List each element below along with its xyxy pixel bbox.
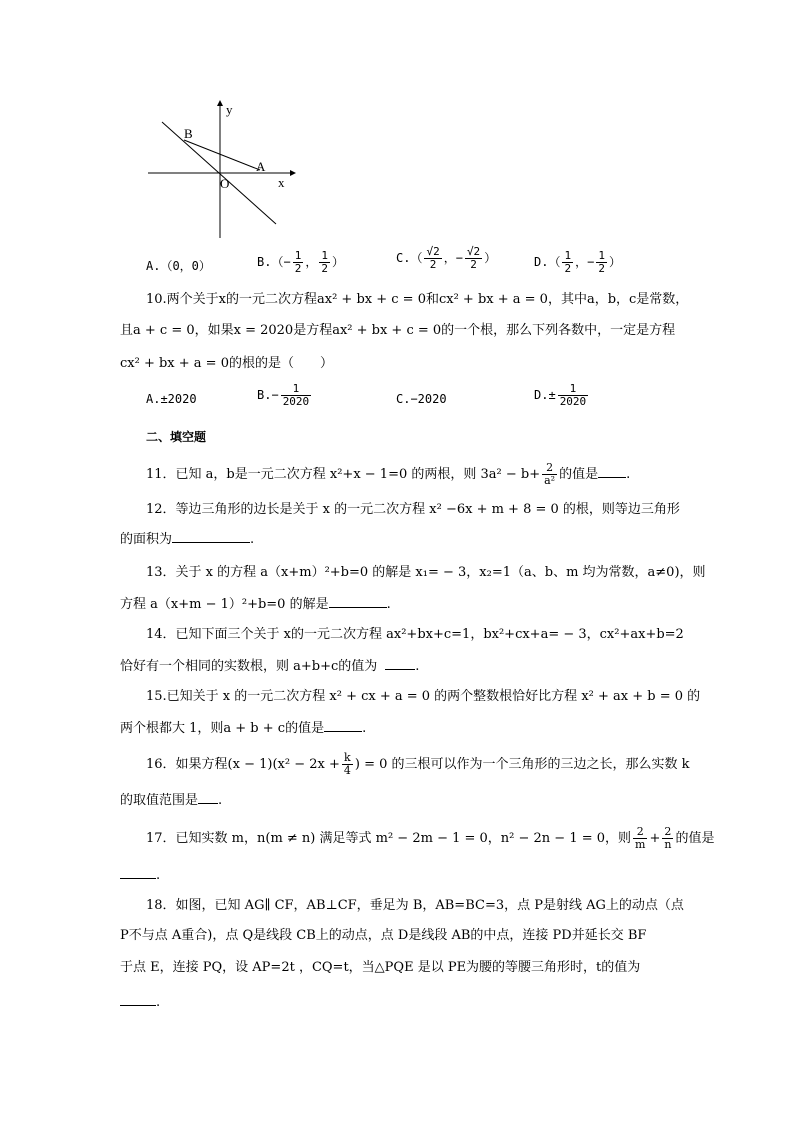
q18-line-2: P不与点 A重合)，点 Q是线段 CB上的动点，点 D是线段 AB的中点，连接 PD并延长交 BF (120, 928, 647, 943)
q10-b-prefix: B.− (257, 388, 279, 402)
q14-line-2-text: 恰好有一个相同的实数根，则 a+b+c的值为 (120, 659, 378, 674)
fraction-numerator: √2 (466, 245, 481, 258)
fraction-denominator: 2 (598, 262, 605, 275)
fraction-numerator: 1 (558, 383, 589, 396)
q9-b-suffix: ） (331, 255, 344, 269)
y-axis-arrow (217, 100, 223, 106)
fraction-denominator: 2 (429, 258, 437, 271)
q16-line-2 (120, 791, 222, 810)
q10-option-a: A.±2020 (146, 392, 197, 406)
answer-blank[interactable] (120, 993, 156, 1006)
fraction-denominator: 2 (564, 262, 572, 275)
coordinate-figure (140, 98, 300, 248)
fraction-denominator: 4 (343, 764, 351, 777)
fraction (558, 383, 589, 408)
period: . (156, 868, 161, 883)
q18-line-3: 于点 E，连接 PQ，设 AP=2t ，CQ=t，当△PQE 是以 PE为腰的等腰三角形时，t的值为 (120, 960, 641, 975)
q17-prefix: 17．已知实数 m，n(m ≠ n) 满足等式 m² − 2m − 1 = 0，n² − 2n − 1 = 0，则 (146, 831, 632, 846)
label-b: B (184, 126, 193, 141)
fraction (662, 826, 673, 851)
period: . (250, 532, 255, 547)
q11-line (146, 462, 630, 487)
fraction-denominator: 2 (294, 262, 302, 275)
fraction-numerator: 2 (542, 462, 557, 475)
q12-line-1: 12．等边三角形的边长是关于 x 的一元二次方程 x² −6x + m + 8 = 0 的根，则等边三角形 (146, 502, 680, 517)
q15-line-1: 15.已知关于 x 的一元二次方程 x² + cx + a = 0 的两个整数根恰好比方程 x² + ax + b = 0 的 (146, 689, 701, 704)
q9-d-prefix: D.（ (534, 255, 561, 269)
fraction (293, 250, 304, 275)
q9-c-mid: ，− (443, 251, 463, 265)
q9-option-c (396, 246, 496, 271)
q9-d-mid: ，− (575, 255, 595, 269)
q15-line-2-text: 两个根都大 1，则a + b + c的值是 (120, 721, 325, 736)
fraction-numerator: √2 (426, 245, 440, 258)
fraction (633, 826, 647, 851)
q16-suffix: ) = 0 的三根可以作为一个三角形的三边之长，那么实数 k (354, 757, 690, 772)
q13-line-2-text: 方程 a（x+m − 1）²+b=0 的解是 (120, 597, 329, 612)
q9-b-prefix: B.（− (257, 255, 291, 269)
q14-line-1: 14．已知下面三个关于 x的一元二次方程 ax²+bx+c=1，bx²+cx+a= − 3，cx²+ax+b=2 (146, 627, 684, 642)
fraction-numerator: k (342, 752, 353, 765)
fraction-numerator: 1 (564, 249, 572, 262)
answer-blank[interactable] (385, 657, 415, 670)
period: . (415, 659, 420, 674)
fraction-numerator: 1 (321, 249, 328, 262)
q13-line-2 (120, 595, 391, 614)
fraction-numerator: 2 (633, 826, 647, 839)
fraction (342, 752, 353, 777)
label-x: x (278, 175, 285, 190)
q9-b-mid: ， (305, 255, 318, 269)
q9-option-d (534, 250, 621, 275)
q17-suffix: 的值是 (675, 831, 715, 846)
q12-line-2-text: 的面积为 (120, 532, 173, 547)
q10-line-1: 10.两个关于x的一元二次方程ax² + bx + c = 0和cx² + bx + a = 0，其中a，b，c是常数， (146, 292, 689, 307)
period: . (386, 597, 391, 612)
q11-suffix: 的值是 (559, 467, 599, 482)
fraction (424, 246, 441, 271)
q12-line-2 (120, 530, 254, 549)
segment-ba (184, 140, 260, 170)
answer-blank[interactable] (172, 530, 250, 543)
period: . (218, 793, 223, 808)
q11-prefix: 11．已知 a，b是一元二次方程 x²+x − 1=0 的两根，则 3a² − b+ (146, 467, 541, 482)
fraction-denominator: 2 (321, 262, 328, 275)
fraction (596, 250, 607, 275)
q10-option-b (257, 383, 313, 408)
section-title: 二、填空题 (146, 430, 207, 444)
label-y: y (226, 102, 233, 117)
fraction-numerator: 1 (294, 249, 302, 262)
q10-d-prefix: D.± (534, 388, 556, 402)
fraction (542, 462, 557, 487)
answer-blank[interactable] (120, 866, 156, 879)
q16-line-2-text: 的取值范围是 (120, 793, 199, 808)
q16-prefix: 16．如果方程(x − 1)(x² − 2x + (146, 757, 340, 772)
fraction (562, 250, 573, 275)
q18-line-1: 18．如图，已知 AG∥ CF，AB⊥CF，垂足为 B，AB=BC=3，点 P是射线 AG上的动点（点 (146, 898, 684, 913)
fraction-denominator: n (664, 838, 672, 851)
q9-option-b (257, 250, 344, 275)
q15-line-2 (120, 719, 366, 738)
answer-blank[interactable] (324, 719, 362, 732)
q14-line-2 (120, 657, 419, 676)
q10-line-2: 且a + c = 0，如果x = 2020是方程ax² + bx + c = 0的一个根，那么下列各数中，一定是方程 (120, 323, 676, 338)
q9-option-a: A.（0，0） (146, 259, 211, 273)
period: . (626, 467, 631, 482)
fraction (281, 383, 312, 408)
fraction-numerator: 1 (281, 383, 312, 396)
fraction-denominator: 2 (470, 258, 477, 271)
fraction-denominator: a² (544, 474, 556, 487)
q13-line-1: 13．关于 x 的方程 a（x+m）²+b=0 的解是 x₁= − 3，x₂=1（a、b、m 均为常数，a≠0)，则 (146, 565, 706, 580)
fraction-denominator: m (635, 838, 646, 851)
q17-line (146, 826, 714, 851)
label-a: A (256, 159, 266, 174)
q10-line-3: cx² + bx + a = 0的根的是（ ） (120, 356, 333, 371)
period: . (156, 995, 161, 1010)
q9-d-suffix: ） (608, 255, 621, 269)
fraction-denominator: 2020 (282, 395, 310, 408)
label-origin: O (220, 176, 230, 191)
x-axis-arrow (290, 170, 296, 176)
q17-plus: + (649, 831, 661, 846)
q16-line-1 (146, 752, 690, 777)
fraction-denominator: 2020 (559, 395, 587, 408)
fraction-numerator: 2 (662, 826, 673, 839)
q17-line-2 (120, 866, 160, 885)
fraction (319, 250, 330, 275)
q18-line-4 (120, 993, 160, 1012)
fraction (465, 246, 482, 271)
period: . (362, 721, 367, 736)
q9-c-suffix: ） (484, 251, 497, 265)
q10-option-d (534, 383, 590, 408)
fraction-numerator: 1 (598, 249, 605, 262)
answer-blank[interactable] (198, 791, 218, 804)
answer-blank[interactable] (598, 465, 626, 478)
answer-blank[interactable] (329, 595, 387, 608)
q9-c-prefix: C.（ (396, 251, 423, 265)
q10-option-c: C.−2020 (396, 392, 447, 406)
